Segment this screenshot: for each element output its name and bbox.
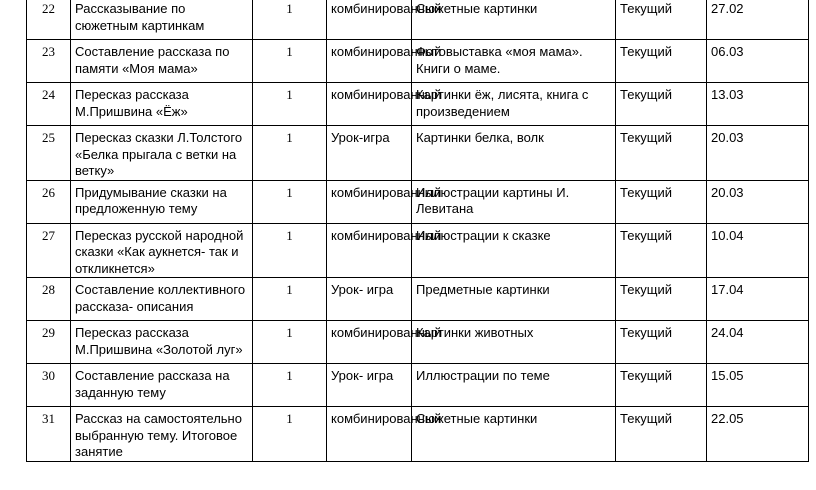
visual-aids-cell: Предметные картинки	[412, 278, 616, 321]
visual-aids-cell: Картинки белка, волк	[412, 126, 616, 181]
visual-aids-cell: Сюжетные картинки	[412, 407, 616, 462]
lesson-number-cell: 25	[27, 126, 71, 181]
lesson-hours-cell: 1	[253, 278, 327, 321]
lesson-date-cell: 10.04	[707, 223, 809, 278]
control-type-cell: Текущий	[616, 40, 707, 83]
lesson-hours-cell: 1	[253, 321, 327, 364]
lesson-topic-cell: Рассказывание по сюжетным картинкам	[71, 0, 253, 40]
visual-aids-cell: Иллюстрации к сказке	[412, 223, 616, 278]
lesson-number-cell: 23	[27, 40, 71, 83]
lesson-date-cell: 15.05	[707, 364, 809, 407]
table-row	[27, 83, 809, 126]
control-type-cell: Текущий	[616, 407, 707, 462]
lesson-number-cell: 31	[27, 407, 71, 462]
table-row	[27, 278, 809, 321]
lesson-date-cell: 17.04	[707, 278, 809, 321]
lesson-type-cell: комбинированный	[327, 0, 412, 40]
lesson-topic-cell: Составление рассказа по памяти «Моя мама»	[71, 40, 253, 83]
lesson-date-cell: 24.04	[707, 321, 809, 364]
lesson-hours-cell: 1	[253, 180, 327, 223]
lesson-hours-cell: 1	[253, 83, 327, 126]
lesson-type-cell: Урок- игра	[327, 278, 412, 321]
lesson-date-cell: 20.03	[707, 126, 809, 181]
lesson-hours-cell: 1	[253, 126, 327, 181]
lesson-date-cell: 13.03	[707, 83, 809, 126]
table-row	[27, 40, 809, 83]
control-type-cell: Текущий	[616, 83, 707, 126]
visual-aids-cell: Картинки ёж, лисята, книга с произведением	[412, 83, 616, 126]
lesson-hours-cell: 1	[253, 223, 327, 278]
lesson-number-cell: 26	[27, 180, 71, 223]
control-type-cell: Текущий	[616, 278, 707, 321]
lesson-number-cell: 22	[27, 0, 71, 40]
lesson-date-cell: 22.05	[707, 407, 809, 462]
lesson-date-cell: 27.02	[707, 0, 809, 40]
table-row	[27, 321, 809, 364]
visual-aids-cell: Фотовыставка «моя мама». Книги о маме.	[412, 40, 616, 83]
table-row	[27, 223, 809, 278]
lesson-type-cell: Урок-игра	[327, 126, 412, 181]
lesson-type-cell: комбинированный	[327, 321, 412, 364]
table-row	[27, 180, 809, 223]
table-row	[27, 407, 809, 462]
lesson-number-cell: 28	[27, 278, 71, 321]
table-row	[27, 0, 809, 40]
lesson-type-cell: комбинированный	[327, 223, 412, 278]
lesson-hours-cell: 1	[253, 40, 327, 83]
lesson-type-cell: комбинированный	[327, 83, 412, 126]
lesson-topic-cell: Составление рассказа на заданную тему	[71, 364, 253, 407]
lesson-type-cell: комбинированный	[327, 40, 412, 83]
lesson-number-cell: 27	[27, 223, 71, 278]
lesson-topic-cell: Придумывание сказки на предложенную тему	[71, 180, 253, 223]
lesson-number-cell: 29	[27, 321, 71, 364]
lesson-plan-table	[26, 0, 809, 462]
lesson-hours-cell: 1	[253, 0, 327, 40]
table-row	[27, 126, 809, 181]
lesson-date-cell: 20.03	[707, 180, 809, 223]
control-type-cell: Текущий	[616, 223, 707, 278]
lesson-type-cell: Урок- игра	[327, 364, 412, 407]
control-type-cell: Текущий	[616, 321, 707, 364]
lesson-number-cell: 24	[27, 83, 71, 126]
lesson-topic-cell: Составление коллективного рассказа- описания	[71, 278, 253, 321]
lesson-topic-cell: Пересказ сказки Л.Толстого «Белка прыгала с ветки на ветку»	[71, 126, 253, 181]
visual-aids-cell: Картинки животных	[412, 321, 616, 364]
control-type-cell: Текущий	[616, 364, 707, 407]
lesson-date-cell: 06.03	[707, 40, 809, 83]
control-type-cell: Текущий	[616, 126, 707, 181]
table-row	[27, 364, 809, 407]
lesson-topic-cell: Рассказ на самостоятельно выбранную тему. Итоговое занятие	[71, 407, 253, 462]
lesson-hours-cell: 1	[253, 407, 327, 462]
visual-aids-cell: Иллюстрации по теме	[412, 364, 616, 407]
lesson-hours-cell: 1	[253, 364, 327, 407]
control-type-cell: Текущий	[616, 180, 707, 223]
lesson-number-cell: 30	[27, 364, 71, 407]
visual-aids-cell: Сюжетные картинки	[412, 0, 616, 40]
lesson-type-cell: комбинированный	[327, 180, 412, 223]
lesson-topic-cell: Пересказ рассказа М.Пришвина «Золотой луг»	[71, 321, 253, 364]
lesson-topic-cell: Пересказ русской народной сказки «Как аукнется- так и откликнется»	[71, 223, 253, 278]
table-body	[27, 0, 809, 461]
lesson-type-cell: комбинированный	[327, 407, 412, 462]
control-type-cell: Текущий	[616, 0, 707, 40]
lesson-topic-cell: Пересказ рассказа М.Пришвина «Ёж»	[71, 83, 253, 126]
visual-aids-cell: Иллюстрации картины И. Левитана	[412, 180, 616, 223]
